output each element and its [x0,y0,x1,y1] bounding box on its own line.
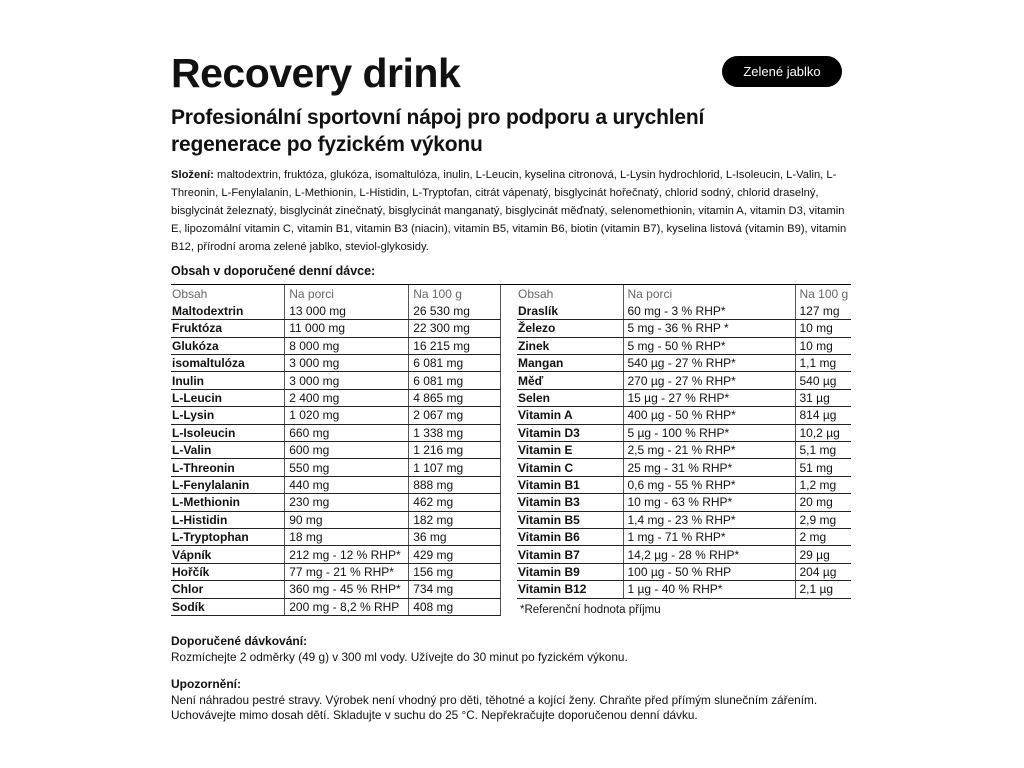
table-header-row [171,285,501,302]
per-100g-value: 22 300 mg [409,320,501,337]
composition-label: Složení: [171,169,214,181]
table-row [171,494,501,511]
per-100g-value: 540 µg [795,372,851,389]
per-serving-value: 3 000 mg [285,355,409,372]
per-100g-value: 462 mg [409,494,501,511]
table-row [171,476,501,493]
per-100g-value: 5,1 mg [795,442,851,459]
per-serving-value: 360 mg - 45 % RHP* [285,581,409,598]
table-row [517,337,851,354]
nutrient-name: Maltodextrin [171,302,285,319]
per-100g-value: 51 mg [795,459,851,476]
per-100g-value: 10 mg [795,337,851,354]
table-row [517,581,851,598]
nutrient-name: Měď [517,372,623,389]
table-row [171,459,501,476]
table-row [171,355,501,372]
table-row [171,511,501,528]
nutrient-name: Selen [517,389,623,406]
header-per-serving: Na porci [285,285,409,302]
per-serving-value: 3 000 mg [285,372,409,389]
nutrient-name: Vitamin C [517,459,623,476]
nutrient-name: L-Lysin [171,407,285,424]
per-100g-value: 182 mg [409,511,501,528]
per-100g-value: 2,9 mg [795,511,851,528]
table-row [171,302,501,319]
nutrition-table-left-body [171,302,501,615]
flavor-badge: Zelené jablko [722,56,842,87]
product-subtitle: Profesionální sportovní nápoj pro podporu a urychlení regenerace po fyzickém výkonu [171,106,705,156]
table-row [517,459,851,476]
per-100g-value: 26 530 mg [409,302,501,319]
per-serving-value: 1,4 mg - 23 % RHP* [623,511,795,528]
table-header-row [517,285,851,302]
per-serving-value: 5 mg - 50 % RHP* [623,337,795,354]
warning-text: Není náhradou pestré stravy. Výrobek není vhodný pro děti, těhotné a kojící ženy. Chraňte před přímým slunečním zářením. Uchovávejte mimo dosah dětí. Skladujte v suchu do 25 °C. Nepřekračujte doporučenou denní dávku. [171,693,818,722]
per-serving-value: 77 mg - 21 % RHP* [285,563,409,580]
table-row [171,389,501,406]
header-content: Obsah [172,286,208,301]
product-title: Recovery drink [171,50,461,96]
nutrient-name: Draslík [517,302,623,319]
header-per-100g: Na 100 g [409,285,501,302]
nutrition-section-title: Obsah v doporučené denní dávce: [171,264,376,278]
per-serving-value: 25 mg - 31 % RHP* [623,459,795,476]
per-serving-value: 5 mg - 36 % RHP * [623,320,795,337]
table-row [171,372,501,389]
per-100g-value: 156 mg [409,563,501,580]
nutrient-name: Glukóza [171,337,285,354]
nutrient-name: Vitamin A [517,407,623,424]
per-100g-value: 36 mg [409,528,501,545]
nutrient-name: L-Leucin [171,389,285,406]
nutrient-name: Vitamin B7 [517,546,623,563]
per-serving-value: 1 µg - 40 % RHP* [623,581,795,598]
table-row [171,320,501,337]
nutrient-name: L-Fenylalanin [171,476,285,493]
per-100g-value: 6 081 mg [409,355,501,372]
nutrient-name: Fruktóza [171,320,285,337]
per-100g-value: 1,1 mg [795,355,851,372]
per-100g-value: 734 mg [409,581,501,598]
per-100g-value: 10,2 µg [795,424,851,441]
table-row [517,528,851,545]
per-100g-value: 1 107 mg [409,459,501,476]
nutrient-name: Vitamin B1 [517,476,623,493]
table-row [171,424,501,441]
table-row [171,563,501,580]
table-row [171,598,501,615]
nutrient-name: Zinek [517,337,623,354]
nutrient-name: Vitamin D3 [517,424,623,441]
per-serving-value: 1 mg - 71 % RHP* [623,528,795,545]
per-serving-value: 440 mg [285,476,409,493]
nutrient-name: L-Methionin [171,494,285,511]
per-100g-value: 29 µg [795,546,851,563]
per-serving-value: 550 mg [285,459,409,476]
nutrient-name: Vitamin B3 [517,494,623,511]
per-serving-value: 2,5 mg - 21 % RHP* [623,442,795,459]
header-per-100g: Na 100 g [795,285,851,302]
nutrient-name: Mangan [517,355,623,372]
per-100g-value: 429 mg [409,546,501,563]
per-100g-value: 204 µg [795,563,851,580]
per-100g-value: 2 067 mg [409,407,501,424]
warning-title: Upozornění: [171,677,241,691]
table-row [517,424,851,441]
table-row [517,511,851,528]
per-100g-value: 16 215 mg [409,337,501,354]
table-row [517,355,851,372]
per-100g-value: 1,2 mg [795,476,851,493]
table-row [171,528,501,545]
nutrient-name: Inulin [171,372,285,389]
table-row [171,581,501,598]
nutrient-name: Vitamin E [517,442,623,459]
table-row [517,442,851,459]
per-100g-value: 4 865 mg [409,389,501,406]
table-row [517,494,851,511]
per-serving-value: 15 µg - 27 % RHP* [623,389,795,406]
table-row [517,546,851,563]
per-100g-value: 127 mg [795,302,851,319]
nutrient-name: L-Threonin [171,459,285,476]
per-serving-value: 90 mg [285,511,409,528]
per-100g-value: 1 338 mg [409,424,501,441]
nutrient-name: L-Histidin [171,511,285,528]
table-row [171,546,501,563]
per-serving-value: 5 µg - 100 % RHP* [623,424,795,441]
nutrient-name: L-Tryptophan [171,528,285,545]
per-100g-value: 31 µg [795,389,851,406]
dosage-text: Rozmíchejte 2 odměrky (49 g) v 300 ml vody. Užívejte do 30 minut po fyzickém výkonu. [171,650,628,664]
per-serving-value: 10 mg - 63 % RHP* [623,494,795,511]
nutrition-table-left [171,285,501,616]
per-100g-value: 2,1 µg [795,581,851,598]
per-serving-value: 2 400 mg [285,389,409,406]
table-row [517,476,851,493]
per-100g-value: 1 216 mg [409,442,501,459]
composition-text [171,166,851,256]
table-row [517,407,851,424]
rhp-footnote: *Referenční hodnota příjmu [520,604,661,616]
per-100g-value: 2 mg [795,528,851,545]
table-row [517,372,851,389]
per-100g-value: 814 µg [795,407,851,424]
per-serving-value: 60 mg - 3 % RHP* [623,302,795,319]
per-100g-value: 20 mg [795,494,851,511]
per-100g-value: 888 mg [409,476,501,493]
header-per-serving: Na porci [623,285,795,302]
nutrition-table-right-body [517,302,851,598]
nutrient-name: L-Isoleucin [171,424,285,441]
per-serving-value: 212 mg - 12 % RHP* [285,546,409,563]
table-row [171,442,501,459]
per-serving-value: 100 µg - 50 % RHP [623,563,795,580]
table-row [517,389,851,406]
table-row [171,337,501,354]
per-serving-value: 600 mg [285,442,409,459]
per-100g-value: 10 mg [795,320,851,337]
nutrient-name: Železo [517,320,623,337]
table-row [517,302,851,319]
per-serving-value: 270 µg - 27 % RHP* [623,372,795,389]
table-row [171,407,501,424]
per-serving-value: 540 µg - 27 % RHP* [623,355,795,372]
per-serving-value: 230 mg [285,494,409,511]
composition-ingredients: maltodextrin, fruktóza, glukóza, isomaltulóza, inulin, L-Leucin, kyselina citronová, L-Lysin hydrochlorid, L-Isoleucin, L-Valin, L-Threonin, L-Fenylalanin, L-Methionin, L-Histidin, L-Tryptofan, citrát vápenatý, bisglycinát hořečnatý, chlorid sodný, chlorid draselný, bisglycinát železnatý, bisglycinát zinečnatý, bisglycinát manganatý, bisglycinát měďnatý, selenomethionin, vitamin A, vitamin D3, vitamin E, lipozomální vitamin C, vitamin B1, vitamin B3 (niacin), vitamin B5, vitamin B6, biotin (vitamin B7), kyselina listová (vitamin B9), vitamin B12, přírodní aroma zelené jablko, steviol-glykosidy. [171,169,847,253]
nutrient-name: Vitamin B5 [517,511,623,528]
nutrient-name: isomaltulóza [171,355,285,372]
per-serving-value: 0,6 mg - 55 % RHP* [623,476,795,493]
nutrient-name: Sodík [171,598,285,615]
table-row [517,563,851,580]
per-100g-value: 6 081 mg [409,372,501,389]
dosage-title: Doporučené dávkování: [171,634,308,648]
per-serving-value: 14,2 µg - 28 % RHP* [623,546,795,563]
nutrient-name: L-Valin [171,442,285,459]
per-serving-value: 8 000 mg [285,337,409,354]
nutrient-name: Vápník [171,546,285,563]
nutrient-name: Vitamin B9 [517,563,623,580]
per-serving-value: 1 020 mg [285,407,409,424]
per-serving-value: 11 000 mg [285,320,409,337]
per-100g-value: 408 mg [409,598,501,615]
per-serving-value: 13 000 mg [285,302,409,319]
nutrient-name: Hořčík [171,563,285,580]
per-serving-value: 660 mg [285,424,409,441]
nutrition-table-right [517,285,851,599]
table-row [517,320,851,337]
per-serving-value: 200 mg - 8,2 % RHP [285,598,409,615]
per-serving-value: 400 µg - 50 % RHP* [623,407,795,424]
nutrient-name: Vitamin B12 [517,581,623,598]
nutrient-name: Chlor [171,581,285,598]
nutrient-name: Vitamin B6 [517,528,623,545]
header-content: Obsah [518,286,554,301]
per-serving-value: 18 mg [285,528,409,545]
